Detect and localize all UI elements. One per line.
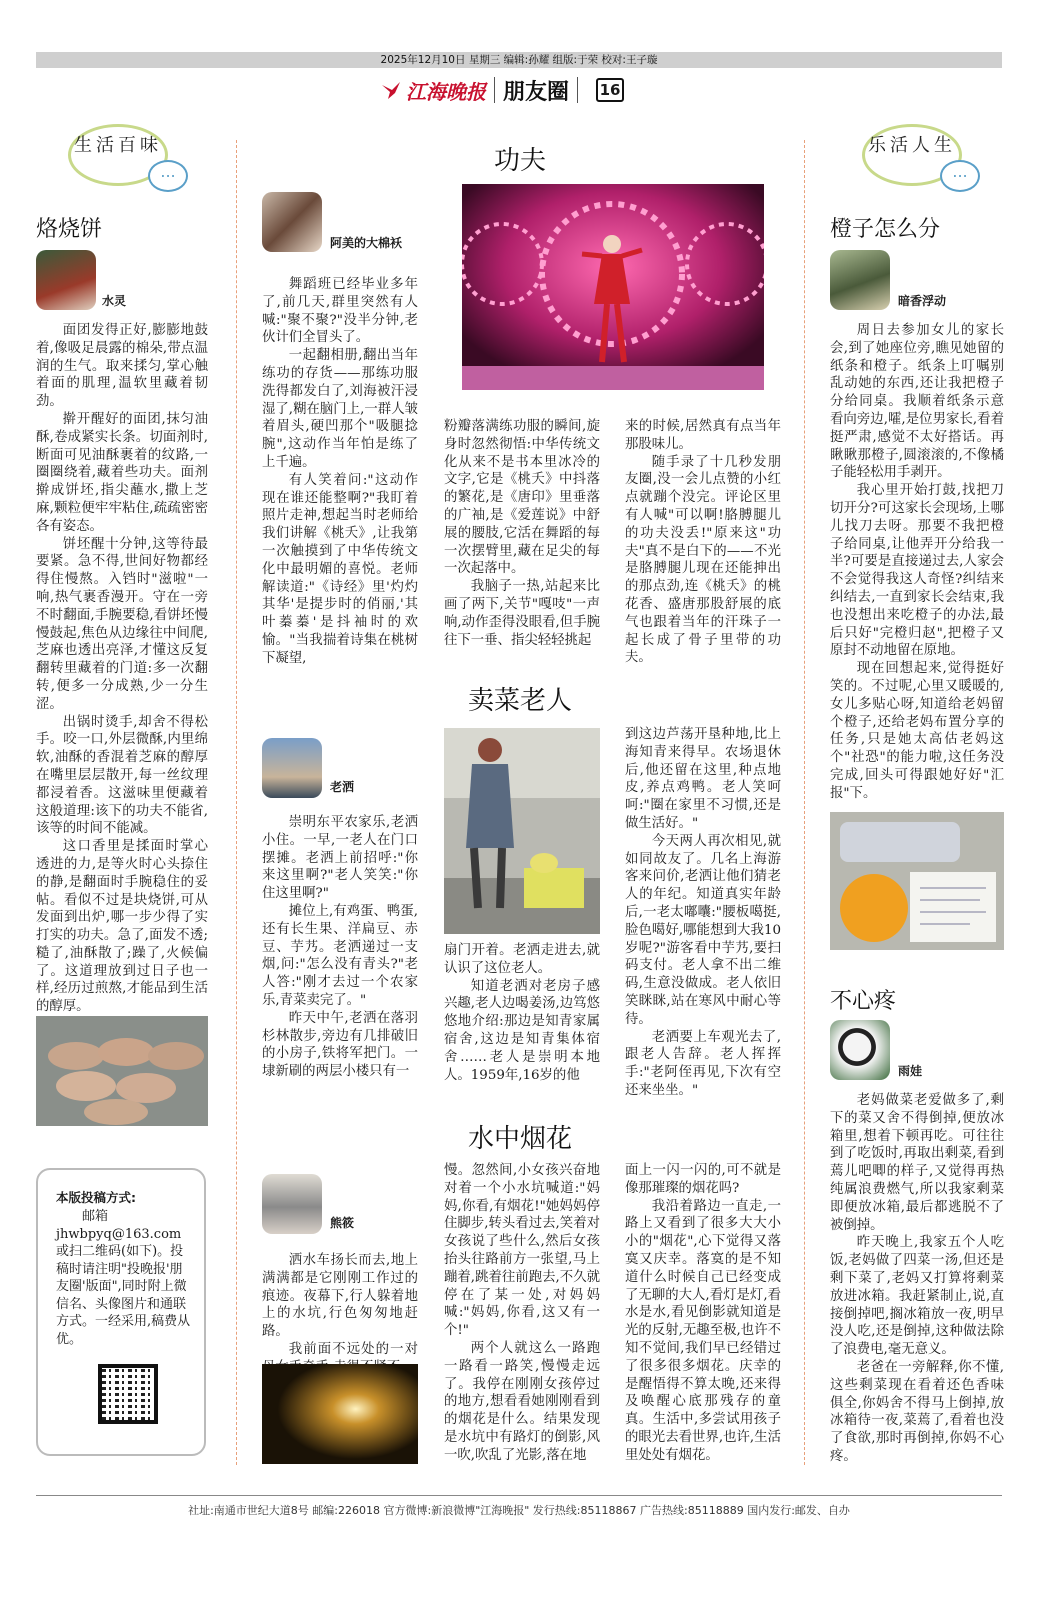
photo-old-man-vendor [444, 728, 600, 934]
footer-info: 社址:南通市世纪大道8号 邮编:226018 官方微博:新浪微博"江海晚报" 发行热线:85118867 广告热线:85118889 国内发行:邮发、自办 [36, 1495, 1002, 1518]
article-body-chengzi: 周日去参加女儿的家长会,到了她座位旁,瞧见她留的纸条和橙子。纸条上叮嘱别乱动她的东西,还让我把橙子分给同桌。我顺着纸条示意看向旁边,嚯,是位男家长,看着挺严肃,感觉不太好搭话。再瞅瞅那橙子,圆滚滚的,不像橘子能轻松用手剥开。 我心里开始打鼓,找把刀切开分?可这家长会现场,上哪儿找刀去呀。那要不我把橙子给同桌,让他弄开分给我一半?可要是直接递过去,人家会不会觉得我这人奇怪?纠结来纠结去,一直到家长会结束,我也没想出来吃橙子的办法,最后只好"完橙归赵",把橙子又原封不动地留在原地。 现在回想起来,觉得挺好笑的。不过呢,心里又暖暖的,女儿多贴心呀,知道给老妈留个橙子,还给老妈布置分享的任务,只是她太高估老妈这个"社恐"的能力啦,这任务没完成,回头可得跟她好好"汇报"下。 [830, 323, 1004, 801]
article-title-maicai: 卖菜老人 [467, 686, 572, 716]
date-editor-bar: 2025年12月10日 星期三 编辑:孙耀 组版:于荣 校对:王子璇 [36, 52, 1002, 68]
tag-shenghuobaiwei: 生活百味 [68, 124, 168, 186]
column-separator-left [236, 140, 237, 1465]
photo-shaobing [36, 1016, 208, 1126]
author-avatar-yuwa [830, 1020, 890, 1080]
author-name-shuiling: 水灵 [102, 294, 127, 308]
column-separator-right [804, 140, 805, 1465]
submission-info-box [36, 1168, 206, 1456]
author-name-xiongxiao: 熊筱 [330, 1216, 355, 1230]
author-name-amei: 阿美的大棉袄 [330, 236, 403, 250]
masthead [380, 72, 680, 108]
author-avatar-laosa [262, 738, 322, 798]
article-body-buxinteng: 老妈做菜老爱做多了,剩下的菜又舍不得倒掉,便放冰箱里,想着下顿再吃。可往往到了吃饭时,再取出剩菜,看到蔫儿吧唧的样子,又觉得再热纯属浪费燃气,所以我家剩菜即便放冰箱,最后都逃脱不了被倒掉。 昨天晚上,我家五个人吃饭,老妈做了四菜一汤,但还是剩下菜了,老妈又打算将剩菜放进冰箱。我赶紧制止,说,直接倒掉吧,搁冰箱放一夜,明早没人吃,还是倒掉,这种做法除了浪费电,毫无意义。 老爸在一旁解释,你不懂,这些剩菜现在看着还色香味俱全,你妈舍不得马上倒掉,放冰箱待一夜,菜蔫了,看着也没了食欲,那时再倒掉,你妈不心疼。 [830, 1093, 1004, 1464]
article-body-maicai-col1: 崇明东平农家乐,老洒小住。一早,一老人在门口摆摊。老洒上前招呼:"你来这里啊?"老人笑笑:"你住这里啊?" 摊位上,有鸡蛋、鸭蛋,还有长生果、洋扁豆、赤豆、芋艿。老洒递过一支烟,问:"怎么没有青头?"老人答:"刚才去过一个农家乐,青菜卖完了。" 昨天中午,老洒在落羽杉林散步,旁边有几排破旧的小房子,铁将军把门。一埭新刷的两层小楼只有一 [262, 815, 418, 1080]
photo-water-reflection [262, 1364, 418, 1464]
author-name-anxiang: 暗香浮动 [898, 294, 947, 308]
author-avatar-amei [262, 192, 322, 252]
author-avatar-anxiang [830, 250, 890, 310]
article-title-gongfu: 功夫 [493, 146, 546, 176]
article-body-maicai-col3: 到这边芦荡开垦种地,比上海知青来得早。农场退休后,他还留在这里,种点地皮,养点鸡鸭。老人笑呵呵:"圈在家里不习惯,还是做生活好。" 今天两人再次相见,就如同故友了。几名上海游客来问价,老洒让他们猜老人的年纪。知道真实年龄后,一老太嘟囔:"腰板噶挺,脸色噶好,哪能想到大我10岁呢?"游客看中芋艿,要扫码支付。老人拿不出二维码,生意没做成。老人依旧笑眯眯,站在寒风中耐心等待。 老洒要上车观光去了,跟老人告辞。老人挥挥手:"老阿侄再见,下次有空还来坐坐。" [625, 727, 781, 1098]
masthead-divider-2 [577, 77, 578, 103]
chat-bubble-icon: ... [148, 160, 188, 192]
article-body-maicai-col2: 扇门开着。老洒走进去,就认识了这位老人。 知道老洒对老房子感兴趣,老人边喝姜汤,边笃悠悠地介绍:那边是知青家属宿舍,这边是知青集体宿舍……老人是崇明本地人。1959年,16岁的他 [444, 943, 600, 1083]
author-avatar-shuiling [36, 250, 96, 310]
chat-bubble-icon-right: ... [940, 160, 980, 192]
author-avatar-xiongxiao [262, 1174, 322, 1234]
bird-logo-icon [380, 79, 402, 101]
article-title-yanhua: 水中烟花 [467, 1124, 572, 1154]
article-body-yanhua-col1: 洒水车扬长而去,地上满满都是它刚刚工作过的痕迹。夜幕下,行人躲着地上的水坑,行色匆匆地赶路。 我前面不远处的一对 [262, 1253, 418, 1357]
qr-code[interactable] [98, 1364, 158, 1424]
article-title-chengzi: 橙子怎么分 [830, 217, 941, 242]
article-body-gongfu-col3: 来的时候,居然真有点当年那股味儿。 随手录了十几秒发朋友圈,没一会儿点赞的小红点就蹦个没完。评论区里有人喊"可以啊!胳膊腿儿的功夫没丢!"原来这"功夫"真不是白下的——不光是胳膊腿儿现在还能抻出的那点劲,连《桃夭》的桃花香、盛唐那股舒展的底气也跟着当年的汗珠子一起长成了骨子里带的功夫。 [625, 419, 781, 666]
submission-title: 本版投稿方式: [56, 1190, 136, 1205]
article-body-yanhua-col3: 面上一闪一闪的,可不就是像那璀璨的烟花吗? 我沿着路边一直走,一路上又看到了很多大大小小的"烟花",心下觉得又落寞又庆幸。落寞的是不知道什么时候自己已经变成了无聊的大人,看灯是灯,看水是水,看见倒影就知道是光的反射,无趣至极,也许不知不觉间,我们早已经错过了很多很多烟花。庆幸的是醒悟得不算太晚,还来得及唤醒心底那残存的童真。生活中,多尝试用孩子的眼光去看世界,也许,生活里处处有烟花。 [625, 1163, 781, 1463]
tag-lehuorensheng: 乐活人生 [862, 124, 962, 186]
masthead-divider [494, 77, 495, 103]
submission-body: 邮箱 jhwbpyq@163.com或扫二维码(如下)。投稿时请注明"投晚报'朋友圈'版面",同时附上微信名、头像图片和通联方式。一经采用,稿费从优。 [56, 1209, 191, 1347]
section-name: 朋友圈 [503, 78, 570, 105]
author-name-yuwa: 雨娃 [898, 1064, 923, 1078]
page-number: 16 [596, 78, 624, 102]
article-title-buxinteng: 不心疼 [830, 989, 897, 1014]
newspaper-brand: 江海晚报 [406, 79, 486, 104]
photo-dancer [462, 184, 764, 390]
article-body-gongfu-col1: 舞蹈班已经毕业多年了,前几天,群里突然有人喊:"聚不聚?"没半分钟,老伙计们全冒头了。 一起翻相册,翻出当年练功的存货——那练功服洗得都发白了,刘海被汗浸湿了,糊在脑门上,一群人皱着眉头,硬凹那个"吸腿捻腕",这动作当年怕是练了上千遍。 有人笑着问:"这动作现在谁还能整啊?"我盯着照片走神,想起当时老师给我们讲解《桃夭》,让我第一次触摸到了中华传统文化中最明媚的喜悦。老师解读道:"《诗经》里'灼灼其华'是提步时的俏丽,'其叶蓁蓁'是抖袖时的欢愉。"当我揣着诗集在桃树下凝望, [262, 277, 418, 666]
author-name-laosa: 老洒 [330, 780, 355, 794]
photo-orange-note [830, 812, 1004, 950]
article-body-laobing: 面团发得正好,膨膨地鼓着,像吸足晨露的棉朵,带点温润的生气。取来揉匀,掌心触着面的肌理,温软里藏着韧劲。 擀开醒好的面团,抹匀油酥,卷成紧实长条。切面剂时,断面可见油酥裹着的纹路,一圈圈绕着,藏着些功夫。面剂擀成饼坯,指尖蘸水,撒上芝麻,颗粒便牢牢粘住,疏疏密密各有姿态。 饼坯醒十分钟,这等待最要紧。急不得,世间好物都经得住慢熬。入铛时"滋啦"一响,热气裹香漫开。守在一旁不时翻面,手腕要稳,看饼坯慢慢鼓起,焦色从边缘往中间爬,芝麻也透出亮泽,才懂这反复翻转里藏着的门道:多一次翻转,便多一分成熟,少一分生涩。 出锅时烫手,却舍不得松手。咬一口,外层微酥,内里绵软,油酥的香混着芝麻的醇厚在嘴里层层散开,每一丝纹理都浸着香。这滋味里便藏着这般道理:该下的功夫不能省,该等的时间不能减。 这口香里是揉面时掌心透进的力,是等火时心头捺住的静,是翻面时手腕稳住的妥帖。看似不过是块烧饼,可从发面到出炉,哪一步少得了实打实的功夫。急了,面发不透;糙了,油酥散了;躁了,火候偏了。这道理放到过日子也一样,经历过煎熬,才能品到生活的醇厚。 [36, 323, 208, 1015]
article-body-gongfu-col2: 粉瓣落满练功服的瞬间,旋身时忽然彻悟:中华传统文化从来不是书本里冰冷的文字,它是《桃夭》中抖落的繁花,是《唐印》里垂落的广袖,是《爱莲说》中舒展的腰肢,它活在舞蹈的每一次摆臂里,藏在足尖的每一次起落中。 我脑子一热,站起来比画了两下,关节"嘎吱"一声响,动作歪得没眼看,但手腕往下一垂、指尖轻轻挑起 [444, 419, 600, 648]
article-body-yanhua-col2: 慢。忽然间,小女孩兴奋地对着一个小水坑喊道:"妈妈,你看,有烟花!"她妈妈停住脚步,转头看过去,笑着对女孩说了些什么,然后女孩抬头往路前方一张望,马上蹦着,跳着往前跑去,不久就停在了某一处,对妈妈喊:"妈妈,你看,这又有一个!" 两个人就这么一路跑一路看一路笑,慢慢走远了。我停在刚刚女孩停过的地方,想看看她刚刚看到的烟花是什么。结果发现是水坑中有路灯的倒影,风一吹,吹乱了光影,落在地 [444, 1163, 600, 1463]
article-title-laobing: 烙烧饼 [36, 217, 103, 242]
